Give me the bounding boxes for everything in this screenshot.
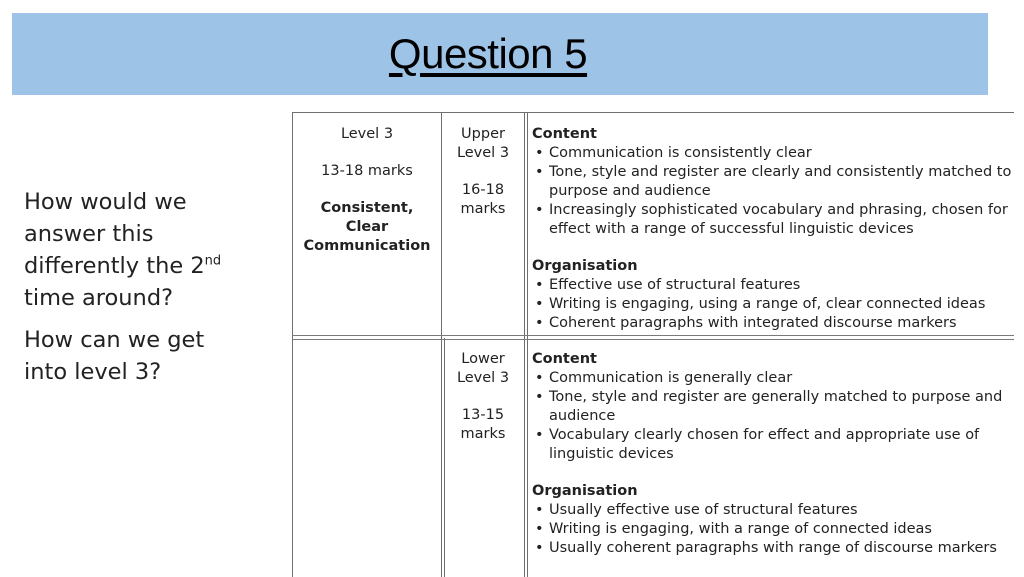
upper-band-cell xyxy=(442,125,524,219)
upper-descriptors xyxy=(532,125,1012,333)
question-prompts xyxy=(24,186,254,398)
level-marks: 13-18 marks xyxy=(321,163,413,179)
upper-marks-2: marks xyxy=(460,201,506,217)
lower-organisation-list xyxy=(532,501,1012,558)
list-item: • Coherent paragraphs with integrated discourse markers xyxy=(532,314,1012,333)
row-divider-b xyxy=(292,339,1014,340)
upper-marks-1: 16-18 xyxy=(461,182,505,198)
level-cell xyxy=(292,125,442,256)
list-item: • Writing is engaging, using a range of, clear connected ideas xyxy=(532,295,1012,314)
lower-organisation-heading: Organisation xyxy=(532,483,638,499)
list-item: • Effective use of structural features xyxy=(532,276,1012,295)
upper-band-1: Upper xyxy=(461,126,505,142)
lower-descriptors xyxy=(532,350,1012,558)
list-item: • Writing is engaging, with a range of connected ideas xyxy=(532,520,1012,539)
upper-content-list xyxy=(532,144,1012,239)
list-item: • Usually effective use of structural features xyxy=(532,501,1012,520)
upper-band-2: Level 3 xyxy=(456,145,510,161)
table-divider-2b xyxy=(527,113,528,577)
lower-marks-2: marks xyxy=(460,426,506,442)
lower-band-2: Level 3 xyxy=(456,370,510,386)
list-item: • Communication is consistently clear xyxy=(532,144,1012,163)
prompt-second-attempt: How would we answer this differently the 2nd time around? xyxy=(24,189,222,311)
title-bar xyxy=(12,13,988,95)
level-name: Level 3 xyxy=(340,126,394,142)
slide-title: Question 5 xyxy=(388,30,588,77)
list-item: • Vocabulary clearly chosen for effect and appropriate use of linguistic devices xyxy=(532,426,1012,464)
list-item: • Usually coherent paragraphs with range of discourse markers xyxy=(532,539,1012,558)
list-item: • Communication is generally clear xyxy=(532,369,1012,388)
row-divider xyxy=(292,335,1014,336)
mark-scheme-table xyxy=(292,112,1014,577)
table-divider-2 xyxy=(524,113,525,577)
lower-content-heading: Content xyxy=(532,351,597,367)
list-item: • Tone, style and register are clearly and consistently matched to purpose and audience xyxy=(532,163,1012,201)
list-item: • Tone, style and register are generally matched to purpose and audience xyxy=(532,388,1012,426)
level-descriptor-3: Communication xyxy=(303,238,431,254)
level-descriptor-2: Clear xyxy=(345,219,389,235)
level-descriptor-1: Consistent, xyxy=(320,200,414,216)
upper-content-heading: Content xyxy=(532,126,597,142)
upper-organisation-list xyxy=(532,276,1012,333)
prompt-level-3: How can we get into level 3? xyxy=(24,327,205,385)
lower-content-list xyxy=(532,369,1012,464)
lower-marks-1: 13-15 xyxy=(461,407,505,423)
lower-band-cell xyxy=(442,350,524,444)
upper-organisation-heading: Organisation xyxy=(532,258,638,274)
lower-band-1: Lower xyxy=(461,351,505,367)
list-item: • Increasingly sophisticated vocabulary and phrasing, chosen for effect with a range of successful linguistic devices xyxy=(532,201,1012,239)
